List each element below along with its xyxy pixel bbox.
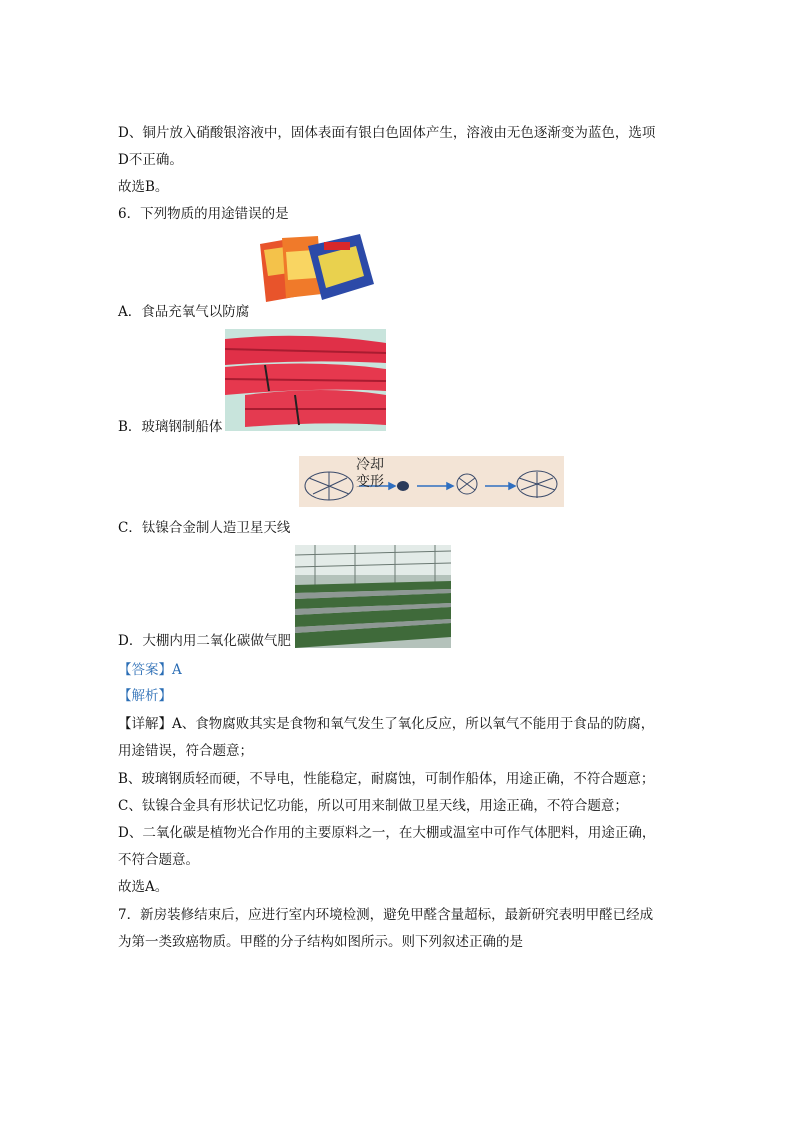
- detail-d-line2: 不符合题意。: [118, 852, 199, 868]
- detail-a-line2: 用途错误，符合题意；: [118, 743, 253, 759]
- shape-memory-antenna-image: [299, 456, 564, 507]
- detail-a-line1: 【详解】A、食物腐败其实是食物和氧气发生了氧化反应，所以氧气不能用于食品的防腐，: [118, 716, 655, 732]
- question-6-stem: 6．下列物质的用途错误的是: [118, 206, 289, 222]
- question-7-line1: 7．新房装修结束后，应进行室内环境检测，避免甲醛含量超标，最新研究表明甲醛已经成: [118, 907, 654, 923]
- question-5-answer: 故选B。: [118, 179, 169, 195]
- question-6-answer: 故选A。: [118, 879, 169, 895]
- detail-b: B、玻璃钢质轻而硬，不导电，性能稳定，耐腐蚀，可制作船体，用途正确，不符合题意；: [118, 771, 655, 787]
- question-5-d-line1: D、铜片放入硝酸银溶液中，固体表面有银白色固体产生，溶液由无色逐渐变为蓝色，选项: [118, 125, 656, 141]
- analysis-label: 【解析】: [118, 688, 172, 704]
- detail-c: C、钛镍合金具有形状记忆功能，所以可用来制做卫星天线，用途正确，不符合题意；: [118, 798, 628, 814]
- greenhouse-image: [295, 545, 451, 648]
- option-b: B．玻璃钢制船体: [118, 419, 223, 435]
- antenna-label-cool: 冷却: [356, 457, 384, 473]
- answer-label: 【答案】A: [118, 662, 182, 678]
- chips-bags-image: [252, 232, 378, 304]
- question-7-line2: 为第一类致癌物质。甲醛的分子结构如图所示。则下列叙述正确的是: [118, 934, 523, 950]
- option-d: D．大棚内用二氧化碳做气肥: [118, 633, 291, 649]
- antenna-label-deform: 变形: [356, 474, 384, 490]
- option-a: A．食品充氧气以防腐: [118, 304, 250, 320]
- option-c: C．钛镍合金制人造卫星天线: [118, 520, 291, 536]
- question-5-d-line2: D不正确。: [118, 152, 183, 168]
- detail-d-line1: D、二氧化碳是植物光合作用的主要原料之一，在大棚或温室中可作气体肥料，用途正确，: [118, 825, 656, 841]
- fiberglass-boats-image: [225, 329, 386, 431]
